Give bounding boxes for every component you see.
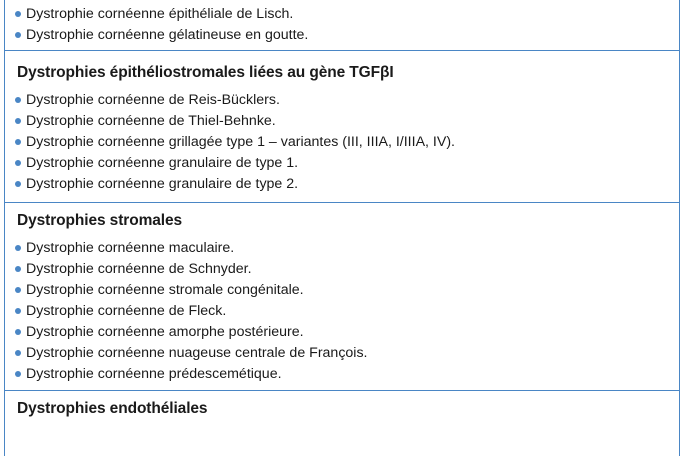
list-item (15, 364, 282, 384)
list-item (15, 90, 280, 110)
list-item-text: Dystrophie cornéenne de Reis-Bücklers. (26, 92, 280, 108)
list-item-text: Dystrophie cornéenne maculaire. (26, 240, 235, 256)
bullet-icon (15, 350, 21, 356)
list-item-text: Dystrophie cornéenne stromale congénitale. (26, 282, 304, 298)
list-item (15, 322, 304, 342)
bullet-icon (15, 266, 21, 272)
list-item (15, 153, 298, 173)
bullet-icon (15, 329, 21, 335)
bullet-icon (15, 245, 21, 251)
bullet-icon (15, 287, 21, 293)
section-divider (5, 50, 679, 51)
list-item (15, 238, 234, 258)
list-item (15, 259, 252, 279)
section-heading: Dystrophies épithéliostromales liées au gène TGFβI (17, 64, 394, 81)
list-item-text: Dystrophie cornéenne grillagée type 1 – variantes (III, IIIA, I/IIIA, IV). (26, 134, 455, 150)
list-item (15, 4, 293, 24)
bullet-icon (15, 32, 21, 38)
bullet-icon (15, 371, 21, 377)
section-divider (5, 202, 679, 203)
list-item-text: Dystrophie cornéenne de Thiel-Behnke. (26, 113, 276, 129)
bullet-icon (15, 139, 21, 145)
list-item (15, 280, 304, 300)
bullet-icon (15, 97, 21, 103)
bullet-icon (15, 118, 21, 124)
list-item-text: Dystrophie cornéenne granulaire de type 1. (26, 155, 299, 171)
bullet-icon (15, 181, 21, 187)
bullet-icon (15, 160, 21, 166)
bullet-icon (15, 11, 21, 17)
section-divider (5, 390, 679, 391)
list-item (15, 111, 276, 131)
list-item-text: Dystrophie cornéenne granulaire de type 2. (26, 176, 299, 192)
list-item-text: Dystrophie cornéenne nuageuse centrale de François. (26, 345, 368, 361)
list-item (15, 174, 298, 194)
list-item-text: Dystrophie cornéenne épithéliale de Lisch. (26, 6, 294, 22)
list-item-text: Dystrophie cornéenne amorphe postérieure. (26, 324, 304, 340)
classification-table (4, 0, 680, 456)
list-item-text: Dystrophie cornéenne de Schnyder. (26, 261, 252, 277)
bullet-icon (15, 308, 21, 314)
section-heading: Dystrophies stromales (17, 212, 183, 229)
list-item (15, 343, 368, 363)
list-item-text: Dystrophie cornéenne de Fleck. (26, 303, 227, 319)
list-item (15, 132, 455, 152)
list-item-text: Dystrophie cornéenne gélatineuse en goutte. (26, 27, 309, 43)
list-item-text: Dystrophie cornéenne prédescemétique. (26, 366, 282, 382)
list-item (15, 25, 308, 45)
list-item (15, 301, 226, 321)
section-heading: Dystrophies endothéliales (17, 400, 208, 417)
